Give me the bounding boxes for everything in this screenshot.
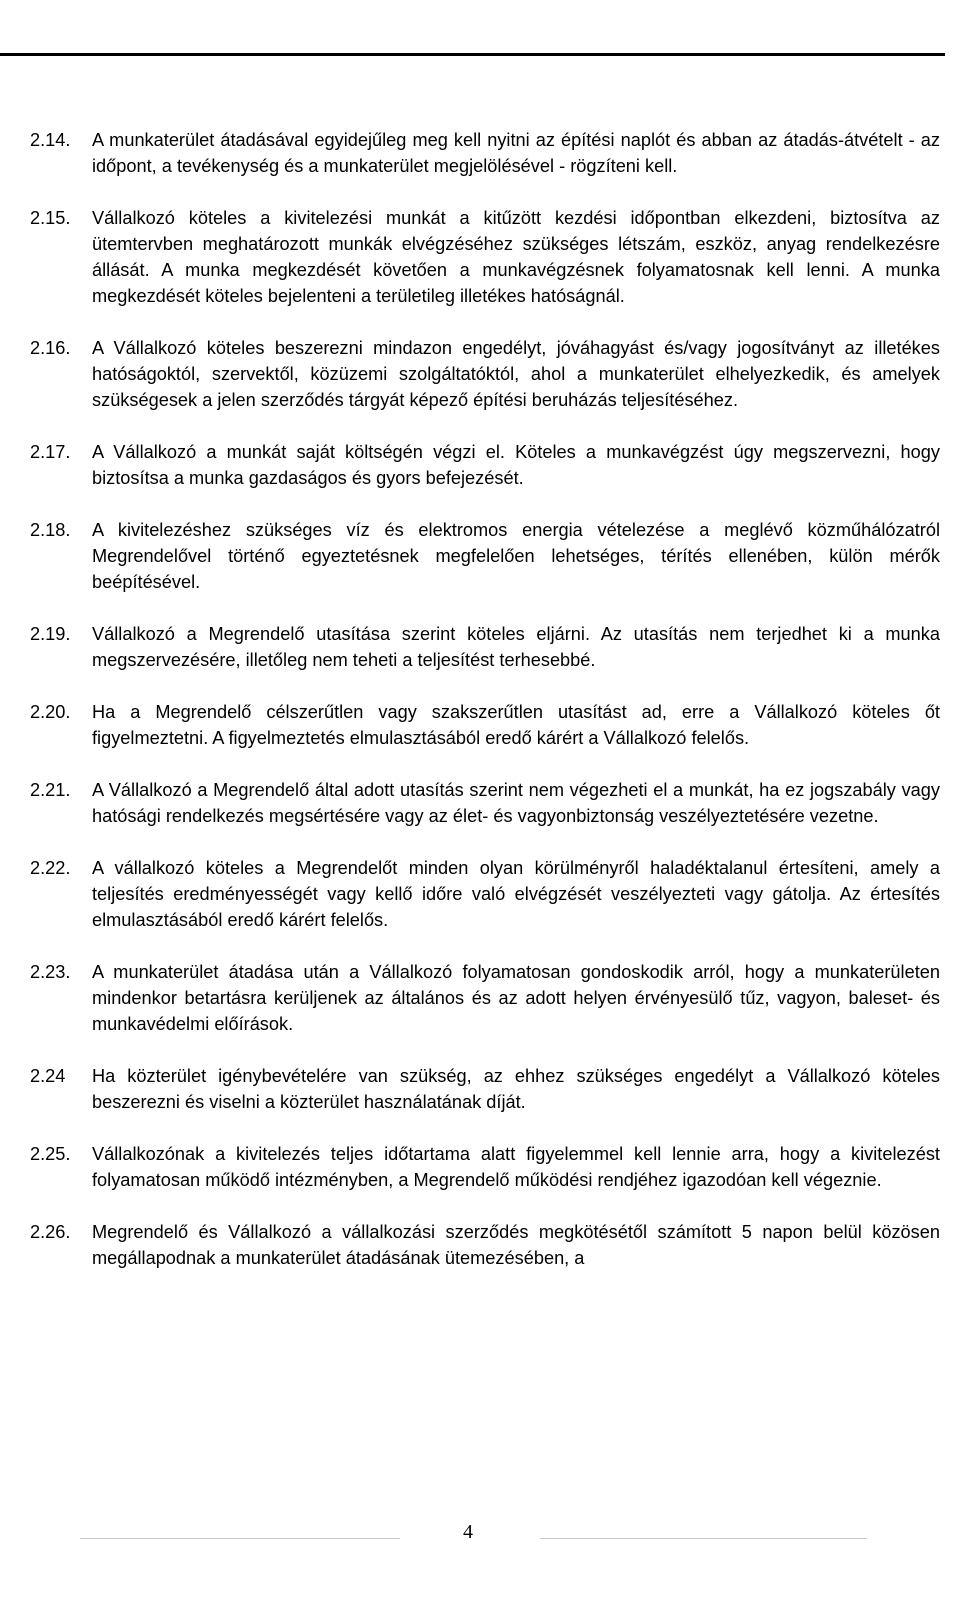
clause-2-23 bbox=[30, 959, 940, 1037]
header-rule bbox=[0, 53, 945, 56]
header-line-2: és nagybaracskai telephelyének korszerűsítése" bbox=[274, 29, 616, 49]
header-line-1: ,,Bács-Kiskun Megyei Önkormányzat "Őszi Napfény" Integrált Szociális és Módszertani Intézménye bácsalmási bbox=[30, 5, 835, 25]
clause-text: A vállalkozó köteles a Megrendelőt minden olyan körülményről haladéktalanul értesíteni, amely a teljesítés eredményességét vagy kellő időre való elvégzését veszélyezteti vagy gátolja. Az értesítés elmulasztásából eredő kárért felelős. bbox=[92, 858, 940, 930]
signature-label-vallalkozo: Vállalkozó bbox=[663, 1543, 747, 1564]
clause-number: 2.18. bbox=[30, 520, 71, 540]
clause-text: A Vállalkozó a Megrendelő által adott utasítás szerint nem végezheti el a munkát, ha ez jogszabály vagy hatósági rendelkezés megsértésére vagy az élet- és vagyonbiztonság veszélyeztetésére vezetne. bbox=[92, 780, 940, 826]
page-header bbox=[0, 0, 960, 56]
clause-2-22 bbox=[30, 855, 940, 933]
clause-2-14 bbox=[30, 127, 940, 179]
clause-text: A Vállalkozó köteles beszerezni mindazon engedélyt, jóváhagyást és/vagy jogosítványt az illetékes hatóságoktól, szervektől, közüzemi szolgáltatóktól, ahol a munkaterület elhelyezkedik, és amelyek szükségesek a jelen szerződés tárgyát képező építési beruházás teljesítéséhez. bbox=[92, 338, 940, 410]
page-footer bbox=[0, 1518, 960, 1578]
clause-2-25 bbox=[30, 1141, 940, 1193]
clause-2-24 bbox=[30, 1063, 940, 1115]
clause-number: 2.22. bbox=[30, 858, 71, 878]
clause-number: 2.26. bbox=[30, 1222, 71, 1242]
clause-number: 2.16. bbox=[30, 338, 71, 358]
clause-text: Vállalkozó a Megrendelő utasítása szerint köteles eljárni. Az utasítás nem terjedhet ki a munka megszervezésére, illetőleg nem teheti a teljesítést terhesebbé. bbox=[92, 624, 940, 670]
clause-text: A munkaterület átadásával egyidejűleg meg kell nyitni az építési naplót és abban az átadás-átvételt - az időpont, a tevékenység és a munkaterület megjelölésével - rögzíteni kell. bbox=[92, 130, 940, 176]
clause-2-19 bbox=[30, 621, 940, 673]
clause-2-26 bbox=[30, 1219, 940, 1271]
document-body bbox=[30, 127, 940, 1297]
clause-text: Megrendelő és Vállalkozó a vállalkozási szerződés megkötésétől számított 5 napon belül közösen megállapodnak a munkaterület átadásának ütemezésében, a bbox=[92, 1222, 940, 1268]
clause-number: 2.15. bbox=[30, 208, 71, 228]
clause-2-15 bbox=[30, 205, 940, 309]
clause-number: 2.14. bbox=[30, 130, 71, 150]
clause-number: 2.23. bbox=[30, 962, 71, 982]
clause-text: A Vállalkozó a munkát saját költségén végzi el. Köteles a munkavégzést úgy megszervezni, hogy biztosítsa a munka gazdaságos és gyors befejezését. bbox=[92, 442, 940, 488]
clause-text: A munkaterület átadása után a Vállalkozó folyamatosan gondoskodik arról, hogy a munkaterületen mindenkor betartásra kerüljenek az általános és az adott helyen érvényesülő tűz, vagyon, baleset- és munkavédelmi előírások. bbox=[92, 962, 940, 1034]
clause-text: Vállalkozónak a kivitelezés teljes időtartama alatt figyelemmel kell lennie arra, hogy a kivitelezést folyamatosan működő intézményben, a Megrendelő működési rendjéhez igazodóan kell végeznie. bbox=[92, 1144, 940, 1190]
clause-number: 2.24 bbox=[30, 1066, 66, 1086]
clause-text: Ha a Megrendelő célszerűtlen vagy szakszerűtlen utasítást ad, erre a Vállalkozó köteles őt figyelmeztetni. A figyelmeztetés elmulasztásából eredő kárért a Vállalkozó felelős. bbox=[92, 702, 940, 748]
signature-line-left bbox=[80, 1538, 400, 1539]
signature-line-right bbox=[540, 1538, 867, 1539]
clause-2-17 bbox=[30, 439, 940, 491]
clause-number: 2.17. bbox=[30, 442, 71, 462]
clause-2-16 bbox=[30, 335, 940, 413]
page-number: 4 bbox=[463, 1521, 473, 1543]
clause-2-18 bbox=[30, 517, 940, 595]
clause-number: 2.19. bbox=[30, 624, 71, 644]
clause-number: 2.21. bbox=[30, 780, 71, 800]
clause-number: 2.25. bbox=[30, 1144, 71, 1164]
clause-2-20 bbox=[30, 699, 940, 751]
clause-text: A kivitelezéshez szükséges víz és elektromos energia vételezése a meglévő közműhálózatról Megrendelővel történő egyeztetésnek megfelelően lehetséges, térítés ellenében, külön mérők beépítésével. bbox=[92, 520, 940, 592]
signature-label-megrendelo: Megrendelő bbox=[182, 1543, 274, 1564]
clause-number: 2.20. bbox=[30, 702, 71, 722]
clause-2-21 bbox=[30, 777, 940, 829]
clause-text: Ha közterület igénybevételére van szükség, az ehhez szükséges engedélyt a Vállalkozó köteles beszerezni és viselni a közterület használatának díját. bbox=[92, 1066, 940, 1112]
clause-text: Vállalkozó köteles a kivitelezési munkát a kitűzött kezdési időpontban elkezdeni, biztosítva az ütemtervben meghatározott munkák elvégzéséhez szükséges létszám, eszköz, anyag rendelkezésre állását. A munka megkezdését követően a munkavégzésnek folyamatosnak kell lenni. A munka megkezdését köteles bejelenteni a területileg illetékes hatóságnál. bbox=[92, 208, 940, 306]
